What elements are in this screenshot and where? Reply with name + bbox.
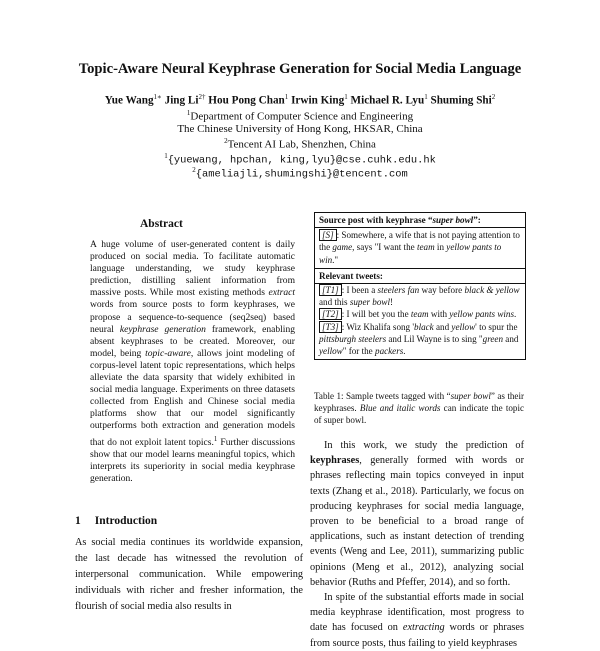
txt: : Wiz Khalifa song ' — [341, 321, 415, 332]
txt: and — [436, 321, 450, 332]
txt: way before — [421, 285, 463, 296]
abstract-emph: topic-aware — [145, 347, 191, 359]
author-sup: 1 — [424, 93, 428, 101]
author: Irwin King — [291, 94, 345, 107]
topic-word: black — [414, 321, 434, 332]
txt: : I been a — [341, 285, 376, 296]
txt: with — [430, 309, 448, 320]
body-text: In spite of the substantial efforts made in social media keyphrase identification, most progress to date has focused on — [310, 592, 524, 634]
email-sup: 2 — [192, 166, 196, 174]
topic-word: steelers fan — [377, 285, 420, 296]
cap-emph: super bowl — [450, 391, 491, 401]
txt: . — [403, 346, 406, 357]
relevant-text: Relevant tweets — [319, 270, 380, 281]
author-list — [0, 93, 600, 107]
hdr-text: ”: — [473, 215, 481, 225]
topic-word: green — [482, 333, 504, 344]
topic-word: game — [332, 242, 353, 253]
txt: . — [514, 309, 517, 320]
topic-word: team — [416, 242, 435, 253]
body-paragraph — [310, 438, 524, 590]
abstract-text: words from source posts to form keyphrases, we propose a sequence-to-sequence (seq2seq) based neural — [90, 299, 295, 335]
txt: ' to spur the — [475, 321, 518, 332]
txt: ! — [390, 297, 394, 308]
author-sup: 2† — [198, 93, 206, 101]
affil-text: Tencent AI Lab, Shenzhen, China — [227, 138, 376, 151]
body-emph: extracting — [402, 622, 445, 634]
cap-text: can indicate the topic of super bowl. — [314, 403, 525, 426]
email-1 — [0, 152, 600, 166]
author: Michael R. Lyu — [350, 94, 425, 107]
hdr-text: Source post with keyphrase “ — [319, 215, 433, 225]
topic-word: team — [410, 309, 429, 320]
tag-box: [T1] — [319, 284, 342, 296]
affil-sup: 2 — [224, 137, 228, 145]
table-header — [315, 213, 525, 228]
abstract-text: A huge volume of user-generated content is daily produced on social media. To facilitate automatic language understanding, we study keyphrase prediction, distilling salient information from massive posts. While most existing methods — [90, 239, 295, 299]
affiliation-1-line-2: The Chinese University of Hong Kong, HKSAR, China — [177, 123, 423, 135]
section-number: 1 — [75, 515, 81, 527]
topic-word: super bowl — [349, 297, 390, 308]
topic-word: yellow — [451, 321, 476, 332]
hdr-keyphrase: super bowl — [432, 215, 474, 225]
txt: and — [505, 333, 519, 344]
body-paragraph — [310, 590, 524, 651]
topic-word: yellow pants wins — [449, 309, 514, 320]
author-sup: 1 — [284, 93, 289, 101]
affil-sup: 1 — [186, 109, 191, 117]
body-text: words or phrases from source posts, thus failing to yield keyphrases — [310, 622, 525, 649]
example-table — [314, 212, 526, 360]
tag-box: [S] — [319, 229, 337, 241]
author-sup: 1∗ — [153, 93, 162, 101]
txt: ." — [332, 254, 339, 265]
cap-text: ” as their keyphrases. — [314, 391, 524, 414]
abstract-text: Further discussions show that our model learns meaningful topics, which interprets its superiority in social media keyphrase generation. — [90, 436, 295, 484]
author: Hou Pong Chan — [208, 94, 285, 107]
paper-title: Topic-Aware Neural Keyphrase Generation for Social Media Language — [78, 61, 522, 77]
abstract-emph: keyphrase generation — [119, 323, 206, 335]
txt: : Somewhere, a wife that is not paying attention to the — [319, 230, 520, 253]
topic-word: yellow pants to win — [319, 242, 502, 265]
abstract-text: framework, enabling absent keyphrases to be created. Moreover, our model, being — [90, 323, 295, 359]
tag-box: [T3] — [319, 321, 342, 333]
txt: , says "I want the — [352, 242, 415, 253]
email-2 — [0, 166, 600, 180]
body-text: , generally formed with words or phrases reflecting main topics conveyed in input texts (Zhang et al., 2018). Particularly, we focus on producing keyphrases for social media language, proven to be beneficial to a broad range of applications, such as instant detection of trending events (Weng and Lee, 2011), summarizing public opinions (Meng et al., 2012), analyzing social behavior (Ruths and Pfeffer, 2014), and so forth. — [310, 455, 524, 588]
topic-word: yellow — [319, 346, 343, 357]
abstract-text: , allows joint modeling of corpus-level latent topic representations, which helps alleviate the data sparsity that widely exhibited in social media language. Experiments on three datasets collected from English and Chinese social media platforms show that our model significantly outperforms both extraction and generation models that do not exploit latent topics. — [90, 347, 295, 448]
affiliation-1 — [0, 109, 600, 123]
tweet-row — [315, 321, 525, 360]
txt: and this — [319, 297, 348, 308]
tweet-row — [315, 308, 525, 320]
txt: " for the — [342, 346, 373, 357]
author-sup: 1 — [344, 93, 348, 101]
affil-text: Department of Computer Science and Engineering — [190, 110, 414, 123]
abstract-emph: extract — [268, 287, 296, 299]
right-column-body — [310, 438, 524, 651]
topic-word: pittsburgh steelers — [319, 333, 387, 344]
intro-text: As social media continues its worldwide expansion, the last decade has witnessed the revolution of interpersonal communication. While empowering individuals with richer and fresher information, the flourish of social media also results in — [75, 537, 303, 612]
abstract-body — [90, 239, 295, 485]
body-bold: keyphrases — [310, 455, 360, 467]
section-heading — [75, 515, 157, 527]
author: Jing Li — [164, 94, 199, 107]
affiliation-2 — [0, 137, 600, 151]
source-post — [315, 228, 525, 268]
section-title: Introduction — [94, 515, 158, 527]
body-text: In this work, we study the prediction of — [324, 440, 524, 451]
footnote-mark: 1 — [213, 434, 218, 443]
intro-paragraph — [75, 535, 303, 615]
email-sup: 1 — [164, 152, 168, 160]
cap-text: Table 1: Sample tweets tagged with “ — [314, 391, 451, 401]
abstract-heading: Abstract — [140, 218, 183, 230]
txt: : I will bet you the — [341, 309, 409, 320]
author: Shuming Shi — [430, 94, 492, 107]
cap-emph: Blue and italic words — [359, 403, 441, 414]
author-sup: 2 — [491, 93, 496, 101]
txt: and Lil Wayne is to sing " — [388, 333, 483, 344]
tweet-row — [315, 284, 525, 308]
email-text: {ameliajli,shumingshi}@tencent.com — [195, 168, 408, 181]
relevant-label: Relevant tweets: — [315, 268, 525, 284]
txt: in — [436, 242, 444, 253]
tag-box: [T2] — [319, 308, 342, 320]
topic-word: packers — [375, 346, 404, 357]
author: Yue Wang — [104, 94, 154, 107]
email-text: {yuewang, hpchan, king,lyu}@cse.cuhk.edu.hk — [167, 154, 436, 167]
table-caption — [314, 390, 524, 427]
topic-word: black & yellow — [464, 285, 520, 296]
